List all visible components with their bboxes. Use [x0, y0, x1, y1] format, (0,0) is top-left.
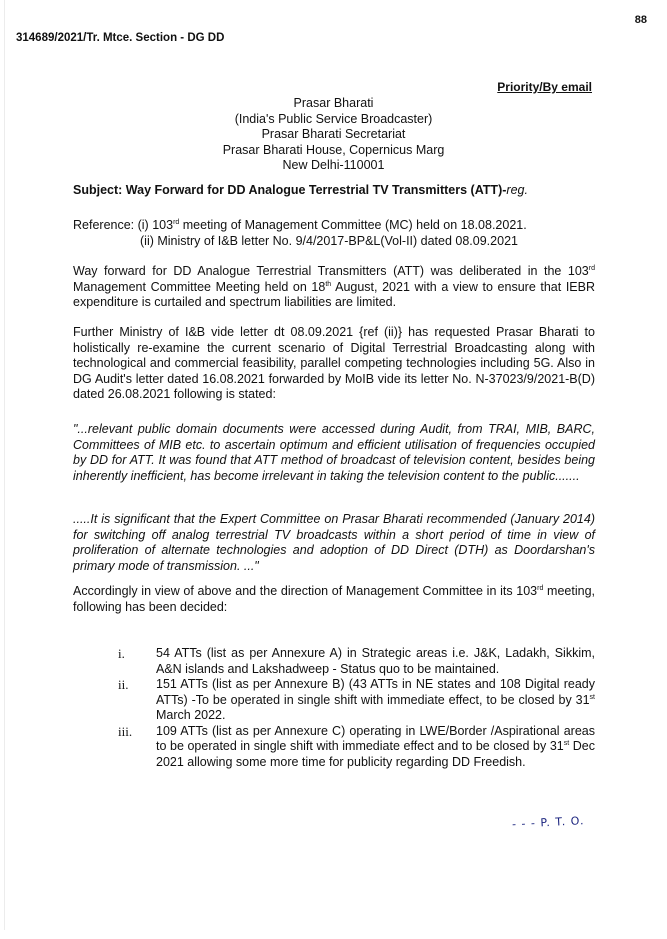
ref-sup: rd [173, 218, 180, 226]
paragraph-intro [73, 264, 595, 311]
subject-line [73, 183, 528, 197]
address-line: New Delhi-110001 [282, 158, 385, 172]
address-line: (India's Public Service Broadcaster) [234, 111, 433, 126]
references [73, 218, 527, 249]
item-text-part: 151 ATTs (list as per Annexure B) (43 ATTs in NE states and 108 Digital ready ATTs) -To be operated in single shift with immediate effect, to be closed by 31 [156, 677, 595, 707]
para-text: meeting, following has been decided: [73, 584, 596, 614]
item-text-part: Dec 2021 allowing some more time for publicity regarding DD Freedish. [156, 739, 595, 769]
decision-item [118, 724, 595, 771]
decision-item [118, 677, 595, 724]
decisions-list [118, 646, 595, 770]
item-text-part: 54 ATTs (list as per Annexure A) in Strategic areas i.e. J&K, Ladakh, Sikkim, A&N islands and Lakshadweep - Status quo to be maintained. [156, 646, 595, 676]
item-text [156, 646, 595, 677]
priority-label: Priority/By email [497, 80, 592, 94]
para-text: Management Committee Meeting held on 18 [73, 279, 326, 294]
paragraph-decision [73, 584, 595, 615]
para-sup: rd [588, 264, 595, 272]
subject-suffix: reg. [506, 183, 528, 197]
reference-1 [73, 218, 527, 234]
pto-handwritten-note: - - - P. T. O. [511, 814, 585, 831]
item-number: iii. [118, 723, 133, 739]
item-text-part: 109 ATTs (list as per Annexure C) operating in LWE/Border /Aspirational areas to be operated in single shift with immediate effect and to be closed by 31 [156, 723, 595, 753]
para-text: Way forward for DD Analogue Terrestrial Transmitters (ATT) was deliberated in the 103 [73, 264, 589, 278]
para-text: August, 2021 with a view to ensure that IEBR expenditure is curtailed and spectrum liabilities are limited. [73, 279, 596, 309]
para-text: Accordingly in view of above and the direction of Management Committee in its 103 [73, 584, 538, 598]
item-text [156, 677, 595, 724]
item-text-part: March 2022. [156, 708, 226, 722]
ref-text: meeting of Management Committee (MC) held on 18.08.2021. [179, 218, 527, 232]
decision-item [118, 646, 595, 677]
item-number: i. [118, 646, 125, 661]
letterhead-address [0, 96, 667, 174]
audit-quote-2: .....It is significant that the Expert Committee on Prasar Bharati recommended (January 2014) for switching off analog terrestrial TV broadcasts within a short period of time in view of proliferation of alternate technologies and adoption of DD Direct (DTH) as Doordarshan's primary mode of transmission. ..." [73, 512, 595, 573]
item-number: ii. [118, 677, 129, 692]
file-reference: 314689/2021/Tr. Mtce. Section - DG DD [16, 32, 225, 44]
ref-text: Reference: (i) 103 [73, 218, 174, 232]
item-sup: st [563, 739, 570, 747]
item-sup: st [589, 693, 595, 701]
para-sup: rd [537, 584, 544, 592]
item-text [156, 724, 595, 771]
reference-2: (ii) Ministry of I&B letter No. 9/4/2017-BP&L(Vol-II) dated 08.09.2021 [140, 233, 518, 248]
address-line: Prasar Bharati [293, 96, 374, 110]
subject-text: Subject: Way Forward for DD Analogue Terrestrial TV Transmitters (ATT)- [73, 183, 507, 197]
paragraph-ministry: Further Ministry of I&B vide letter dt 08.09.2021 {ref (ii)} has requested Prasar Bharati to holistically re-examine the current scenario of Digital Terrestrial Broadcasting along with technological and commercial feasibility, parallel competing technologies including 5G. Also in DG Audit's letter dated 16.08.2021 forwarded by MoIB vide its letter No. N-37023/9/2021-B(D) dated 26.08.2021 following is stated: [73, 325, 595, 401]
page-number: 88 [634, 14, 647, 26]
audit-quote-1: "...relevant public domain documents were accessed during Audit, from TRAI, MIB, BARC, Committees of MIB etc. to ascertain optimum and efficient utilisation of frequencies occupied by DD for ATT. It was found that ATT method of broadcast of television content, besides being inherently inefficient, has become irrelevant in taking the television content to the public....... [73, 422, 595, 483]
address-line: Prasar Bharati House, Copernicus Marg [222, 142, 445, 157]
address-line: Prasar Bharati Secretariat [261, 127, 406, 141]
para-sup: th [325, 280, 332, 288]
